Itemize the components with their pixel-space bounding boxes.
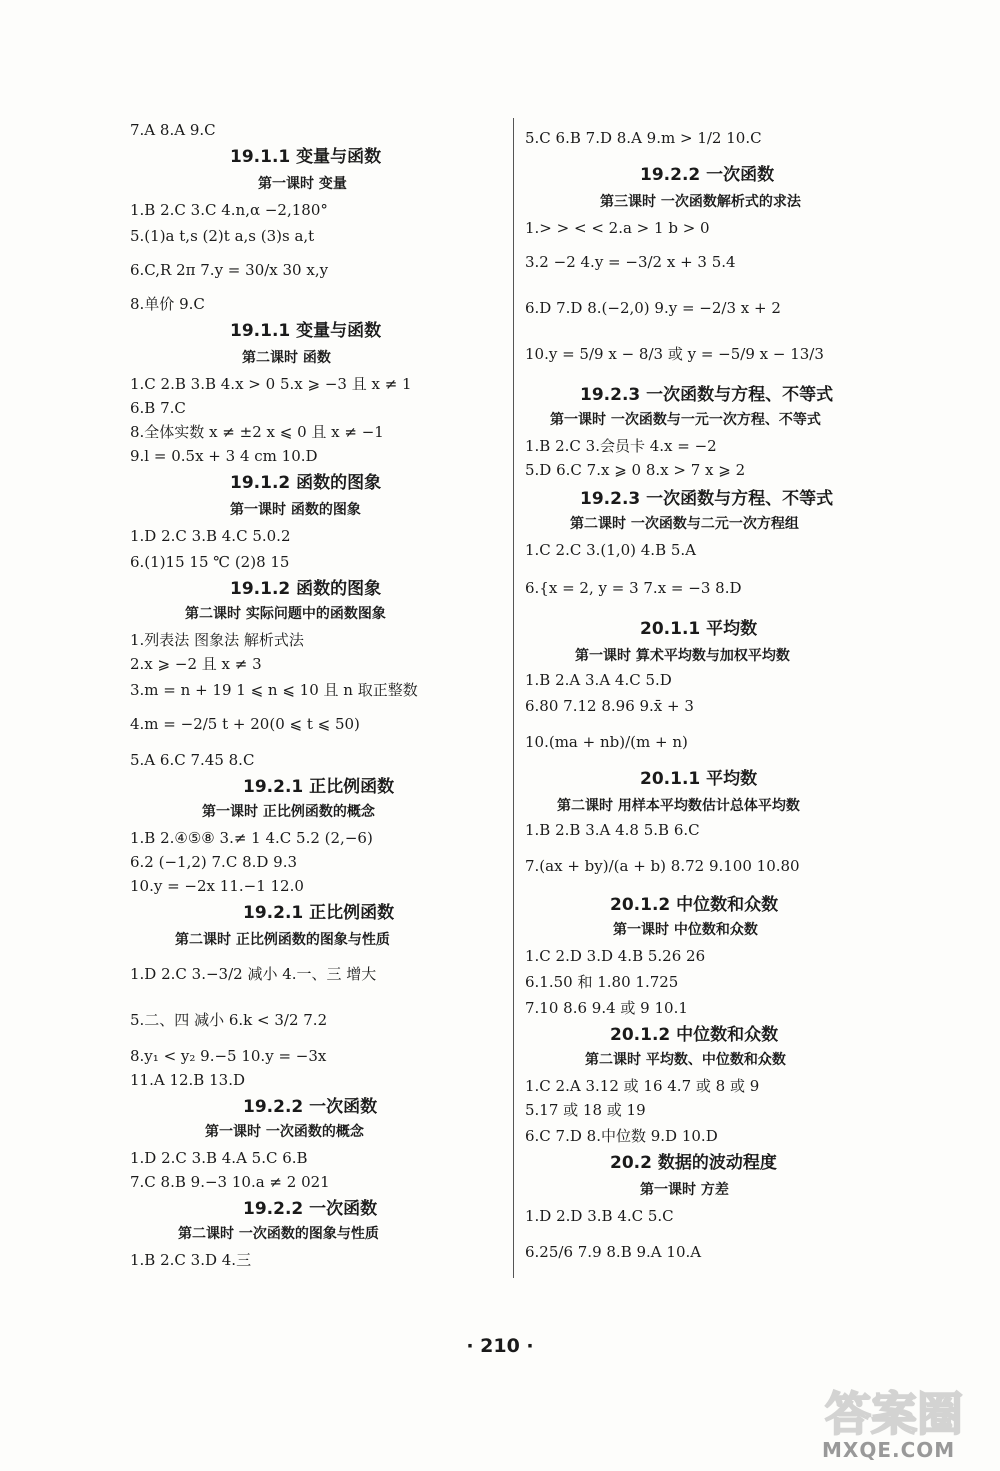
answer-line: 3.2 −2 4.y = −3/2 x + 3 5.4 bbox=[525, 253, 736, 271]
answer-line: 6.C 7.D 8.中位数 9.D 10.D bbox=[525, 1127, 718, 1145]
answer-line: 10.(ma + nb)/(m + n) bbox=[525, 733, 688, 751]
lesson-heading: 第一课时 中位数和众数 bbox=[613, 922, 758, 938]
answer-line: 6.{x = 2, y = 3 7.x = −3 8.D bbox=[525, 579, 742, 597]
section-heading: 19.2.2 一次函数 bbox=[243, 1199, 378, 1219]
lesson-heading: 第二课时 实际问题中的函数图象 bbox=[185, 606, 386, 622]
answer-line: 6.D 7.D 8.(−2,0) 9.y = −2/3 x + 2 bbox=[525, 299, 781, 317]
answer-line: 1.B 2.④⑤⑧ 3.≠ 1 4.C 5.2 (2,−6) bbox=[130, 829, 373, 847]
answer-line: 1.C 2.C 3.(1,0) 4.B 5.A bbox=[525, 541, 696, 559]
answer-line: 7.10 8.6 9.4 或 9 10.1 bbox=[525, 999, 688, 1017]
answer-line: 2.x ⩾ −2 且 x ≠ 3 bbox=[130, 655, 262, 673]
section-heading: 19.1.2 函数的图象 bbox=[230, 473, 382, 493]
answer-line: 8.全体实数 x ≠ ±2 x ⩽ 0 且 x ≠ −1 bbox=[130, 423, 384, 441]
lesson-heading: 第一课时 一次函数的概念 bbox=[205, 1124, 364, 1140]
section-heading: 19.2.1 正比例函数 bbox=[243, 777, 395, 797]
answer-line: 8.y₁ < y₂ 9.−5 10.y = −3x bbox=[130, 1047, 327, 1065]
lesson-heading: 第二课时 一次函数与二元一次方程组 bbox=[570, 516, 799, 532]
answer-line: 5.(1)a t,s (2)t a,s (3)s a,t bbox=[130, 227, 315, 245]
answer-line: 1.列表法 图象法 解析式法 bbox=[130, 631, 304, 649]
answer-line: 1.D 2.C 3.B 4.C 5.0.2 bbox=[130, 527, 291, 545]
page-number: · 210 · bbox=[466, 1335, 534, 1357]
section-heading: 20.1.1 平均数 bbox=[640, 619, 758, 639]
lesson-heading: 第二课时 一次函数的图象与性质 bbox=[178, 1226, 379, 1242]
section-heading: 19.2.3 一次函数与方程、不等式 bbox=[580, 385, 834, 405]
answer-line: 1.B 2.C 3.C 4.n,α −2,180° bbox=[130, 201, 328, 219]
answer-line: 1.C 2.B 3.B 4.x > 0 5.x ⩾ −3 且 x ≠ 1 bbox=[130, 375, 412, 393]
answer-line: 1.B 2.C 3.D 4.三 bbox=[130, 1251, 252, 1269]
answer-line: 7.C 8.B 9.−3 10.a ≠ 2 021 bbox=[130, 1173, 330, 1191]
section-heading: 19.1.1 变量与函数 bbox=[230, 321, 382, 341]
lesson-heading: 第二课时 正比例函数的图象与性质 bbox=[175, 932, 390, 948]
answer-line: 4.m = −2/5 t + 20(0 ⩽ t ⩽ 50) bbox=[130, 715, 360, 733]
answer-line: 6.2 (−1,2) 7.C 8.D 9.3 bbox=[130, 853, 298, 871]
column-divider bbox=[513, 118, 514, 1278]
answer-line: 8.单价 9.C bbox=[130, 295, 205, 313]
section-heading: 19.2.3 一次函数与方程、不等式 bbox=[580, 489, 834, 509]
lesson-heading: 第一课时 变量 bbox=[258, 176, 347, 192]
lesson-heading: 第一课时 方差 bbox=[640, 1182, 729, 1198]
answer-line: 6.1.50 和 1.80 1.725 bbox=[525, 973, 679, 991]
section-heading: 20.1.1 平均数 bbox=[640, 769, 758, 789]
answer-line: 1.> > < < 2.a > 1 b > 0 bbox=[525, 219, 710, 237]
lesson-heading: 第一课时 函数的图象 bbox=[230, 502, 361, 518]
answer-line: 1.C 2.A 3.12 或 16 4.7 或 8 或 9 bbox=[525, 1077, 760, 1095]
watermark-text: MXQE.COM bbox=[822, 1438, 956, 1462]
answer-line: 6.80 7.12 8.96 9.x̄ + 3 bbox=[525, 697, 694, 715]
section-heading: 20.1.2 中位数和众数 bbox=[610, 1025, 779, 1045]
answer-line: 5.A 6.C 7.45 8.C bbox=[130, 751, 255, 769]
section-heading: 19.2.1 正比例函数 bbox=[243, 903, 395, 923]
watermark-glyphs: 答案圈 bbox=[825, 1387, 963, 1441]
section-heading: 19.2.2 一次函数 bbox=[640, 165, 775, 185]
answer-line: 1.D 2.C 3.B 4.A 5.C 6.B bbox=[130, 1149, 308, 1167]
answer-line: 1.D 2.C 3.−3/2 减小 4.一、三 增大 bbox=[130, 965, 377, 983]
answer-line: 7.A 8.A 9.C bbox=[130, 121, 216, 139]
lesson-heading: 第一课时 正比例函数的概念 bbox=[202, 804, 375, 820]
answer-line: 6.25/6 7.9 8.B 9.A 10.A bbox=[525, 1243, 702, 1261]
answer-line: 6.C,R 2π 7.y = 30/x 30 x,y bbox=[130, 261, 329, 279]
lesson-heading: 第一课时 一次函数与一元一次方程、不等式 bbox=[550, 412, 821, 428]
section-heading: 20.1.2 中位数和众数 bbox=[610, 895, 779, 915]
answer-line: 5.D 6.C 7.x ⩾ 0 8.x > 7 x ⩾ 2 bbox=[525, 461, 746, 479]
lesson-heading: 第二课时 用样本平均数估计总体平均数 bbox=[557, 798, 800, 814]
answer-line: 1.B 2.B 3.A 4.8 5.B 6.C bbox=[525, 821, 700, 839]
answer-line: 10.y = −2x 11.−1 12.0 bbox=[130, 877, 304, 895]
answer-line: 9.l = 0.5x + 3 4 cm 10.D bbox=[130, 447, 318, 465]
answer-line: 3.m = n + 19 1 ⩽ n ⩽ 10 且 n 取正整数 bbox=[130, 681, 418, 699]
lesson-heading: 第二课时 函数 bbox=[242, 350, 331, 366]
lesson-heading: 第二课时 平均数、中位数和众数 bbox=[585, 1052, 786, 1068]
answer-line: 10.y = 5/9 x − 8/3 或 y = −5/9 x − 13/3 bbox=[525, 345, 824, 363]
section-heading: 19.1.1 变量与函数 bbox=[230, 147, 382, 167]
answer-line: 1.B 2.A 3.A 4.C 5.D bbox=[525, 671, 672, 689]
answer-line: 6.B 7.C bbox=[130, 399, 186, 417]
answer-line: 5.17 或 18 或 19 bbox=[525, 1101, 646, 1119]
answer-line: 7.(ax + by)/(a + b) 8.72 9.100 10.80 bbox=[525, 857, 800, 875]
answer-line: 1.C 2.D 3.D 4.B 5.26 26 bbox=[525, 947, 706, 965]
lesson-heading: 第三课时 一次函数解析式的求法 bbox=[600, 194, 801, 210]
section-heading: 19.1.2 函数的图象 bbox=[230, 579, 382, 599]
answer-line: 5.C 6.B 7.D 8.A 9.m > 1/2 10.C bbox=[525, 129, 762, 147]
answer-line: 1.B 2.C 3.会员卡 4.x = −2 bbox=[525, 437, 717, 455]
lesson-heading: 第一课时 算术平均数与加权平均数 bbox=[575, 648, 790, 664]
section-heading: 19.2.2 一次函数 bbox=[243, 1097, 378, 1117]
answer-line: 11.A 12.B 13.D bbox=[130, 1071, 245, 1089]
answer-line: 6.(1)15 15 ℃ (2)8 15 bbox=[130, 553, 290, 571]
answer-line: 5.二、四 减小 6.k < 3/2 7.2 bbox=[130, 1011, 328, 1029]
answer-line: 1.D 2.D 3.B 4.C 5.C bbox=[525, 1207, 674, 1225]
section-heading: 20.2 数据的波动程度 bbox=[610, 1153, 777, 1173]
